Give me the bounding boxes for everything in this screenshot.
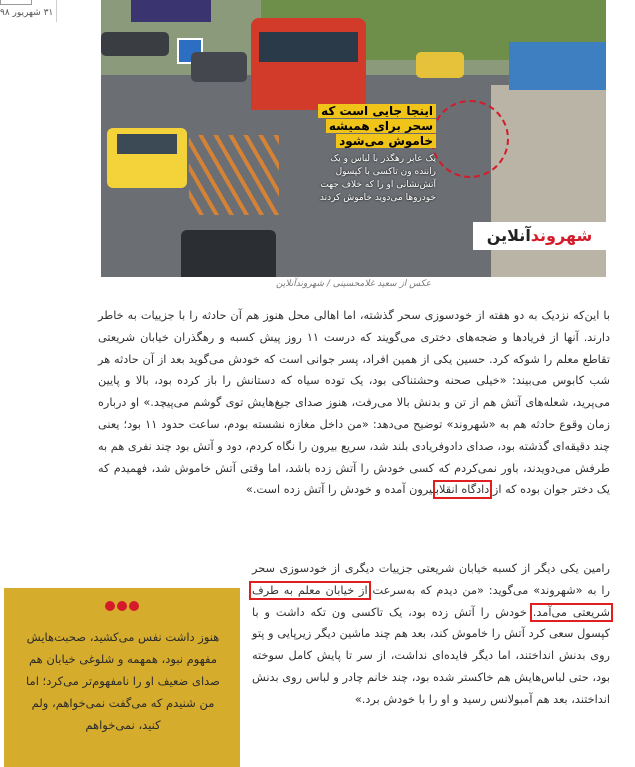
photo-car: [101, 32, 169, 56]
photo-kiosk: [509, 42, 606, 90]
photo-car: [191, 52, 247, 82]
overlay-headline-line: خاموش می‌شود: [306, 134, 436, 149]
photo-bus: [251, 18, 366, 110]
paragraph: [252, 558, 610, 711]
overlay-headline-line: اینجا جایی است که: [306, 104, 436, 119]
quote-dots-icon: [4, 596, 240, 615]
photo-overlay-text: [306, 104, 436, 205]
paragraph-text: خودش را آتش زده بود، یک تاکسی ون تکه داشت و با کپسول سعی کرد آتش را خاموش کند، بعد هم چند ماشین دیگر زیرپایی و پتو روی بدنش انداختند، اما دیگر فایده‌ای نداشت، از سر تا پایش کامل سوخته بود، حتی لباس‌هایش هم خاکستر شده بود، چند خانم چادر و لباس روی بدنش انداختند، بعد هم آمبولانس رسید و او را با خودش برد.»: [252, 605, 610, 706]
highlight-circle: [431, 100, 509, 178]
pull-quote-text: هنوز داشت نفس می‌کشید، صحبت‌هایش مفهوم نبود، همهمه و شلوغی خیابان هم صدای ضعیف او را نامفهوم‌تر می‌کرد؛ اما من شنیدم که می‌گفت نمی‌خواهم، ولم کنید، نمی‌خواهم: [26, 630, 220, 732]
photo-traffic-cones: [189, 135, 279, 215]
paragraph-text: با این‌که نزدیک به دو هفته از خودسوزی سحر گذشته، اما اهالی محل هنوز هم آن حادثه را با جزییات به خاطر دارند. آنها از فریادها و ضجه‌های دختری می‌گویند که درست ۱۱ روز پیش کسبه و رهگذران خیابان شریعتی تقاطع معلم را شوکه کرد. حسین یکی از همین افراد، پسر جوانی است که خودش می‌گوید بعد از آن حادثه هر شب کابوس می‌بیند: «خیلی صحنه وحشتناکی بود، یک توده سیاه که دستانش را باز کرده بود، بالا و پایین می‌پرید، شعله‌های آتش هم از تن و بدنش بالا می‌رفت، هنوز صدای جیغ‌هایش توی گوشم می‌پیچد.» او درباره زمان وقوع حادثه هم به «شهروند» توضیح می‌دهد: «من داخل مغازه نشسته بودم، ساعت حدود ۱۱ بود؛ یعنی چند دقیقه‌ای گذشته بود، صدای دادوفریادی بلند شد، سریع بیرون را نگاه کردم، دود و آتش بود چند نفری هم به طرفش می‌دویدند، باور نمی‌کردم که کسی خودش را آتش زده باشد، اما وقتی آتش خاموش شد، فهمیدم که یک دختر جوان بوده که از: [98, 309, 610, 497]
highlighted-phrase: دادگاه انقلاب: [435, 483, 490, 497]
overlay-subtext: یک عابر رهگذر با لباس و یک راننده ون تاکسی با کپسول آتش‌نشانی او را که خلاف جهت خودروها می‌دوید خاموش کردند: [319, 154, 436, 203]
photo-caption: عکس از سعید غلامحسینی / شهروندآنلاین: [276, 279, 431, 289]
paragraph-text: بیرون آمده و خودش را آتش زده است.»: [245, 483, 436, 497]
photo-taxi: [416, 52, 464, 78]
pull-quote-box: [4, 588, 240, 767]
post-date: ۳۱ شهریور ۹۸: [0, 8, 54, 18]
article-body: [98, 305, 610, 515]
divider: [56, 0, 57, 22]
overlay-headline-line: سحر برای همیشه: [306, 119, 436, 134]
paragraph-text: رامین یکی دیگر از کسبه خیابان شریعتی جزییات دیگری از خودسوزی سحر را به «شهروند» می‌گوید: «من دیدم که به‌سرعت: [252, 562, 610, 597]
article-photo: [101, 0, 606, 277]
article-body-continued: [252, 558, 610, 725]
photo-billboard: [131, 0, 211, 22]
shahrvand-online-logo: شهروندآنلاین: [473, 222, 606, 250]
highlighted-phrase: از خیابان معلم به طرف شریعتی می‌آمد.: [252, 583, 611, 619]
post-meta: [0, 0, 60, 30]
photo-taxi: [107, 128, 187, 188]
paragraph: [98, 305, 610, 501]
cropped-header-element: [0, 0, 32, 5]
photo-car: [181, 230, 276, 277]
